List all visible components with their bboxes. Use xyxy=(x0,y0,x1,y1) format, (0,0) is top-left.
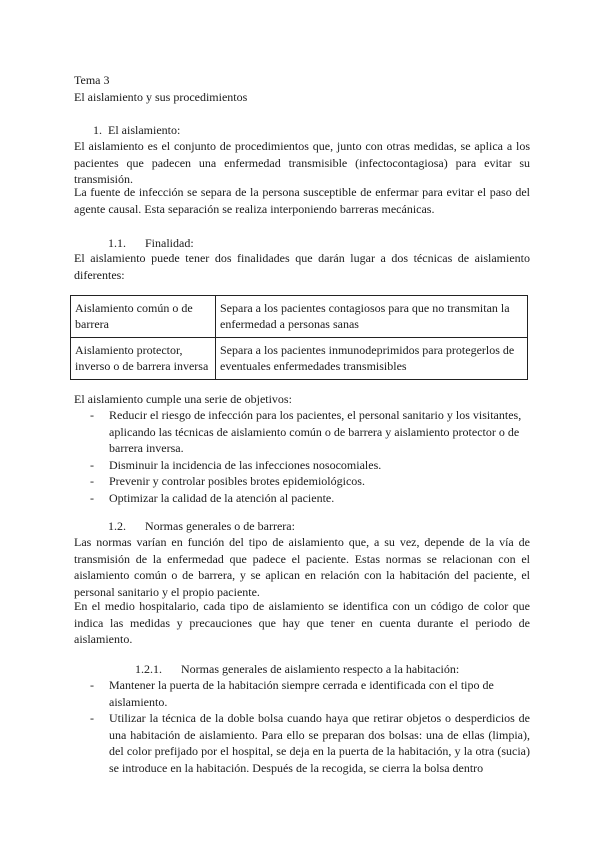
section-number: 1.2.1. xyxy=(135,662,162,676)
section-title: Normas generales de aislamiento respecto a la habitación: xyxy=(181,662,460,676)
section-title: El aislamiento: xyxy=(108,123,181,137)
list-item: - Disminuir la incidencia de las infecciones nosocomiales. xyxy=(90,457,382,472)
table-cell: Aislamiento protector, inverso o de barrera inversa xyxy=(71,338,216,380)
bullet: - xyxy=(90,490,94,505)
section-number: 1.2. xyxy=(108,519,126,533)
section-1-1-paragraph: El aislamiento puede tener dos finalidades que darán lugar a dos técnicas de aislamiento diferentes: xyxy=(74,251,530,282)
table-cell: Separa a los pacientes inmunodeprimidos para protegerlos de eventuales enfermedades transmisibles xyxy=(216,338,528,380)
section-1-paragraph-2: La fuente de infección se separa de la persona susceptible de enfermar para evitar el paso del agente causal. Esta separación se realiza interponiendo barreras mecánicas. xyxy=(74,185,530,216)
table-row xyxy=(71,338,528,380)
bullet: - xyxy=(90,408,94,422)
room-rules-list xyxy=(74,677,530,777)
section-1-2-paragraph-2: En el medio hospitalario, cada tipo de aislamiento se identifica con un código de color que indica las medidas y precauciones que hay que tener en cuenta durante el periodo de aislamiento. xyxy=(74,599,530,647)
section-title: Normas generales o de barrera: xyxy=(145,519,295,533)
table-cell: Separa a los pacientes contagiosos para que no transmitan la enfermedad a personas sanas xyxy=(216,296,528,338)
objectives-list xyxy=(74,407,530,507)
section-1-2-paragraph-1: Las normas varían en función del tipo de aislamiento que, a su vez, depende de la vía de transmisión de la enfermedad que padece el paciente. Estas normas se relacionan con el aislamiento común o de barrera, y se aplican en relación con la habitación del paciente, el personal sanitario y el propio paciente. xyxy=(74,535,530,599)
list-item: - Mantener la puerta de la habitación siempre cerrada e identificada con el tipo de aislamiento. xyxy=(90,678,494,709)
section-number: 1. xyxy=(93,123,102,137)
bullet: - xyxy=(90,474,94,489)
section-1-paragraph-1: El aislamiento es el conjunto de procedimientos que, junto con otras medidas, se aplica a los pacientes que padecen una enfermedad transmisible (infectocontagiosa) para evitar su transmisión. xyxy=(74,139,530,187)
list-item: - Reducir el riesgo de infección para los pacientes, el personal sanitario y los visitantes, aplicando las técnicas de aislamiento común o de barrera y aislamiento protector o de barrera inversa. xyxy=(90,408,522,456)
doc-title: El aislamiento y sus procedimientos xyxy=(74,90,248,104)
table-row xyxy=(71,296,528,338)
section-number: 1.1. xyxy=(108,236,126,250)
bullet: - xyxy=(90,711,94,726)
list-item: - Optimizar la calidad de la atención al paciente. xyxy=(90,490,335,505)
list-item: - Prevenir y controlar posibles brotes epidemiológicos. xyxy=(90,474,365,489)
bullet: - xyxy=(90,457,94,472)
list-item: - Utilizar la técnica de la doble bolsa cuando haya que retirar objetos o desperdicios de una habitación de aislamiento. Para ello se preparan dos bolsas: una de ellas (limpia), del color prefijado por el hospital, se deja en la puerta de la habitación, y la otra (sucia) se introduce en la habitación. Después de la recogida, se cierra la bolsa dentro xyxy=(90,711,530,775)
objectives-intro: El aislamiento cumple una serie de objetivos: xyxy=(74,392,292,406)
bullet: - xyxy=(90,678,94,692)
section-title: Finalidad: xyxy=(145,236,194,250)
topic-label: Tema 3 xyxy=(74,73,110,87)
table-cell: Aislamiento común o de barrera xyxy=(71,296,216,338)
isolation-types-table xyxy=(70,295,528,380)
